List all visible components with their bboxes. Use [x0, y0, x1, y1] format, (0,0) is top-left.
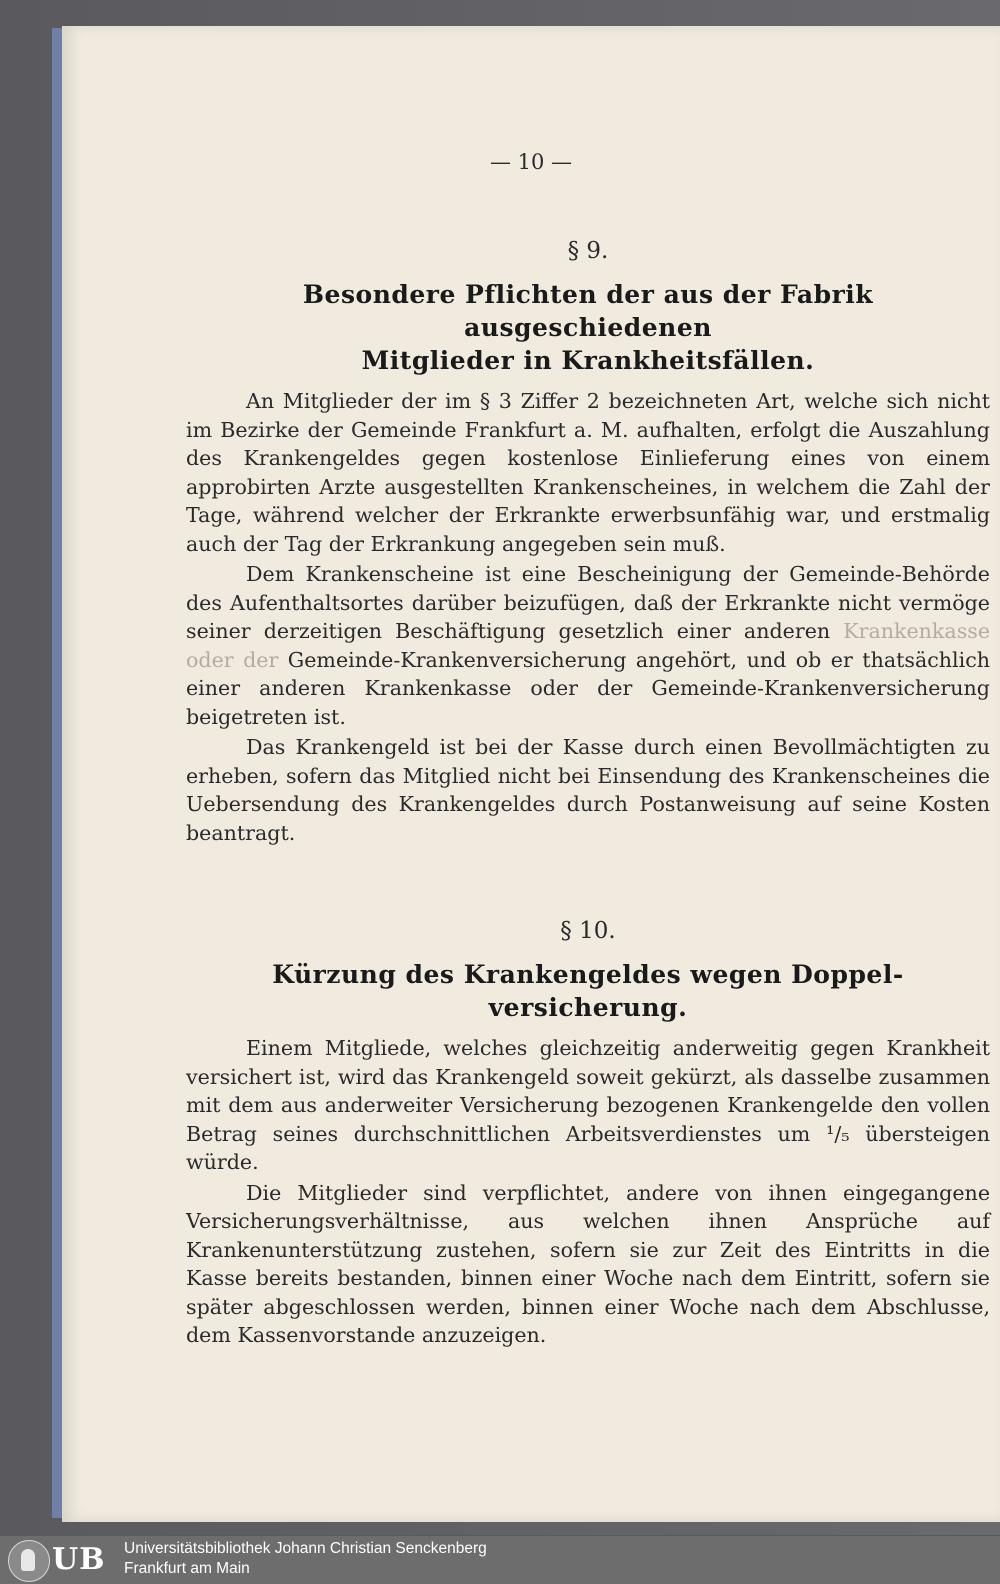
- library-logo[interactable]: [8, 1540, 118, 1580]
- heading-line: versicherung.: [488, 993, 688, 1022]
- paragraph: Das Krankengeld ist bei der Kasse durch einen Bevollmächtigten zu erheben, sofern das Mitglied nicht bei Einsendung des Krankenscheines die Uebersendung des Krankengeldes durch Postanweisung auf seine Kosten beantragt.: [186, 735, 990, 845]
- paragraph: An Mitglieder der im § 3 Ziffer 2 bezeichneten Art, welche sich nicht im Bezirke der Gemeinde Frankfurt a. M. aufhalten, erfolgt die Auszahlung des Krankengeldes gegen kostenlose Einlieferung eines von einem approbirten Arzte ausgestellten Krankenscheines, in welchem die Zahl der Tage, während welcher der Erkrankte erwerbsunfähig war, und erstmalig auch der Tag der Erkrankung angegeben sein muß.: [186, 389, 990, 556]
- seal-icon: [8, 1540, 50, 1582]
- paragraph: Die Mitglieder sind verpflichtet, andere von ihnen eingegangene Versicherungsverhältnisse, aus welchen ihnen Ansprüche auf Krankenunterstützung zustehen, sofern sie zur Zeit des Eintritts in die Kasse bereits bestanden, binnen einer Woche nach dem Eintritt, sofern sie später abgeschlossen werden, binnen einer Woche nach dem Abschlusse, dem Kassenvorstande anzuzeigen.: [186, 1180, 990, 1347]
- library-location: Frankfurt am Main: [124, 1560, 250, 1577]
- library-footer: [0, 1535, 1000, 1584]
- section-10: [186, 918, 990, 1352]
- paragraph: Einem Mitgliede, welches gleichzeitig anderweitig gegen Krankheit versichert ist, wird das Krankengeld soweit gekürzt, als dasselbe zusammen mit dem aus anderweiter Versicherung bezogenen Krankengelde den vollen Betrag seines durchschnittlichen Arbeitsverdienstes um ¹/₅ übersteigen würde.: [186, 1036, 990, 1174]
- library-name: Universitätsbibliothek Johann Christian Senckenberg: [124, 1540, 487, 1557]
- faded-text: Krankenkasse oder der: [186, 619, 991, 672]
- logo-text: UB: [52, 1542, 106, 1577]
- heading-line: Mitglieder in Krankheitsfällen.: [361, 346, 815, 375]
- paragraph-text: Gemeinde-Krankenversicherung angehört, und ob er thatsächlich einer anderen Krankenkasse oder der Gemeinde-Krankenversicherung beigetreten ist.: [186, 647, 991, 729]
- heading-line: Besondere Pflichten der aus der Fabrik ausgeschiedenen: [302, 280, 874, 342]
- paragraph-text: Dem Krankenscheine ist eine Bescheinigung der Gemeinde-Behörde des Aufenthaltsortes darüber beizufügen, daß der Erkrankte nicht vermöge seiner derzeitigen Beschäftigung gesetzlich einer anderen: [186, 562, 990, 643]
- section-sign: § 10.: [560, 918, 616, 944]
- heading-line: Kürzung des Krankengeldes wegen Doppel-: [272, 960, 904, 989]
- section-heading: [186, 278, 990, 377]
- section-heading: [186, 958, 990, 1024]
- document-page: [62, 26, 1000, 1522]
- paragraph: [186, 560, 990, 731]
- section-sign: § 9.: [567, 238, 609, 264]
- section-9: [186, 238, 990, 849]
- page-number: — 10 —: [489, 150, 573, 174]
